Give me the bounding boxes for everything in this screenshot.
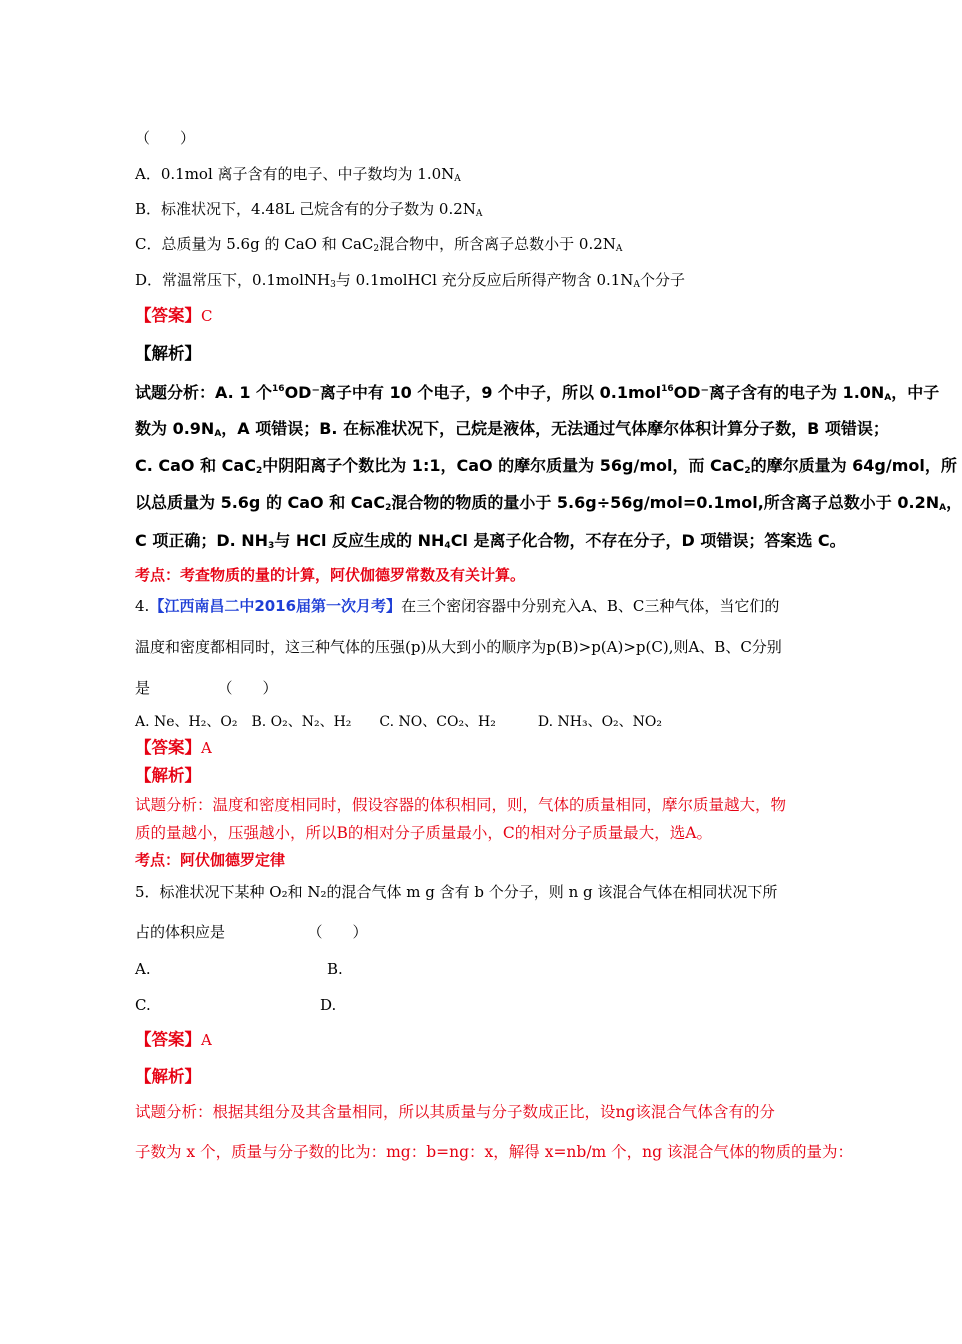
q5-stem-line-2: 占的体积应是 （ ） — [135, 923, 368, 941]
q3-option-a: A．0.1mol 离子含有的电子、中子数均为 $1.0N_A$ — [135, 165, 461, 184]
q5-option-b: B. — [327, 960, 343, 978]
q4-answer: 【答案】A — [135, 738, 212, 757]
q3-option-b: B．标准状况下，4.48L 己烷含有的分子数为 $0.2N_A$ — [135, 200, 483, 219]
q3-analysis-line-3: C. CaO 和 CaC$_2$中阴阳离子个数比为 1:1，CaO 的摩尔质量为 56g/mol，而 CaC$_2$的摩尔质量为 64g/mol，所 — [135, 456, 957, 476]
q4-options: A. Ne、H₂、O₂ B. O₂、N₂、H₂ C. NO、CO₂、H₂ D. NH₃、O₂、NO₂ — [135, 714, 663, 730]
q3-analysis-label: 【解析】 — [135, 344, 201, 363]
q3-analysis-line-1: 试题分析：A. 1 个$^{16}$OD⁻离子中有 10 个电子，9 个中子，所以 0.1mol$^{16}$OD⁻离子含有的电子为 $1.0N_A$，中子 — [135, 383, 940, 403]
q4-kaodian: 考点：阿伏伽德罗定律 — [135, 851, 286, 869]
q4-analysis-line-1: 试题分析：温度和密度相同时，假设容器的体积相同，则，气体的质量相同，摩尔质量越大，物 — [135, 796, 787, 814]
q5-analysis-line-2: 子数为 x 个，质量与分子数的比为：mg：b=ng：x，解得 x=nb/m 个，ng 该混合气体的物质的量为： — [135, 1143, 854, 1161]
q3-analysis-line-2: 数为 $0.9N_A$，A 项错误；B. 在标准状况下，己烷是液体，无法通过气体摩尔体积计算分子数，B 项错误； — [135, 419, 889, 439]
q5-answer: 【答案】A — [135, 1030, 212, 1049]
q5-option-c: C. — [135, 996, 151, 1014]
q5-analysis-label: 【解析】 — [135, 1067, 201, 1086]
q3-kaodian: 考点：考查物质的量的计算，阿伏伽德罗常数及有关计算。 — [135, 566, 526, 584]
q3-analysis-line-4: 以总质量为 5.6g 的 CaO 和 CaC$_2$混合物的物质的量小于 5.6g÷56g/mol=0.1mol,所含离子总数小于 $0.2N_A$， — [135, 493, 962, 513]
q3-answer: 【答案】C — [135, 306, 213, 325]
q4-stem-line-3: 是 （ ） — [135, 679, 278, 697]
q5-stem-line-1: 5．标准状况下某种 O₂和 N₂的混合气体 m g 含有 b 个分子，则 n g 该混合气体在相同状况下所 — [135, 883, 778, 901]
q5-option-d: D. — [320, 996, 337, 1014]
q4-analysis-label: 【解析】 — [135, 766, 201, 785]
q3-analysis-line-5: C 项正确；D. $NH_3$与 HCl 反应生成的 $NH_4Cl$ 是离子化合物，不存在分子，D 项错误；答案选 C。 — [135, 531, 846, 551]
q5-analysis-line-1: 试题分析：根据其组分及其含量相同，所以其质量与分子数成正比，设ng该混合气体含有的分 — [135, 1103, 775, 1121]
q3-option-d: D．常温常压下，0.1molNH$_3$与 0.1molHCl 充分反应后所得产物含 $0.1N_A$个分子 — [135, 271, 685, 290]
q3-paren: （ ） — [135, 129, 196, 147]
q3-option-c: C．总质量为 5.6g 的 CaO 和 CaC$_2$混合物中，所含离子总数小于 $0.2N_A$ — [135, 235, 623, 254]
q5-option-a: A. — [135, 960, 151, 978]
q4-stem-line-1: 4.【江西南昌二中2016届第一次月考】在三个密闭容器中分别充入A、B、C三种气体，当它们的 — [135, 597, 780, 615]
q4-stem-line-2: 温度和密度都相同时，这三种气体的压强(p)从大到小的顺序为p(B)>p(A)>p(C),则A、B、C分别 — [135, 638, 782, 656]
q4-analysis-line-2: 质的量越小，压强越小，所以B的相对分子质量最小，C的相对分子质量最大，选A。 — [135, 824, 712, 842]
